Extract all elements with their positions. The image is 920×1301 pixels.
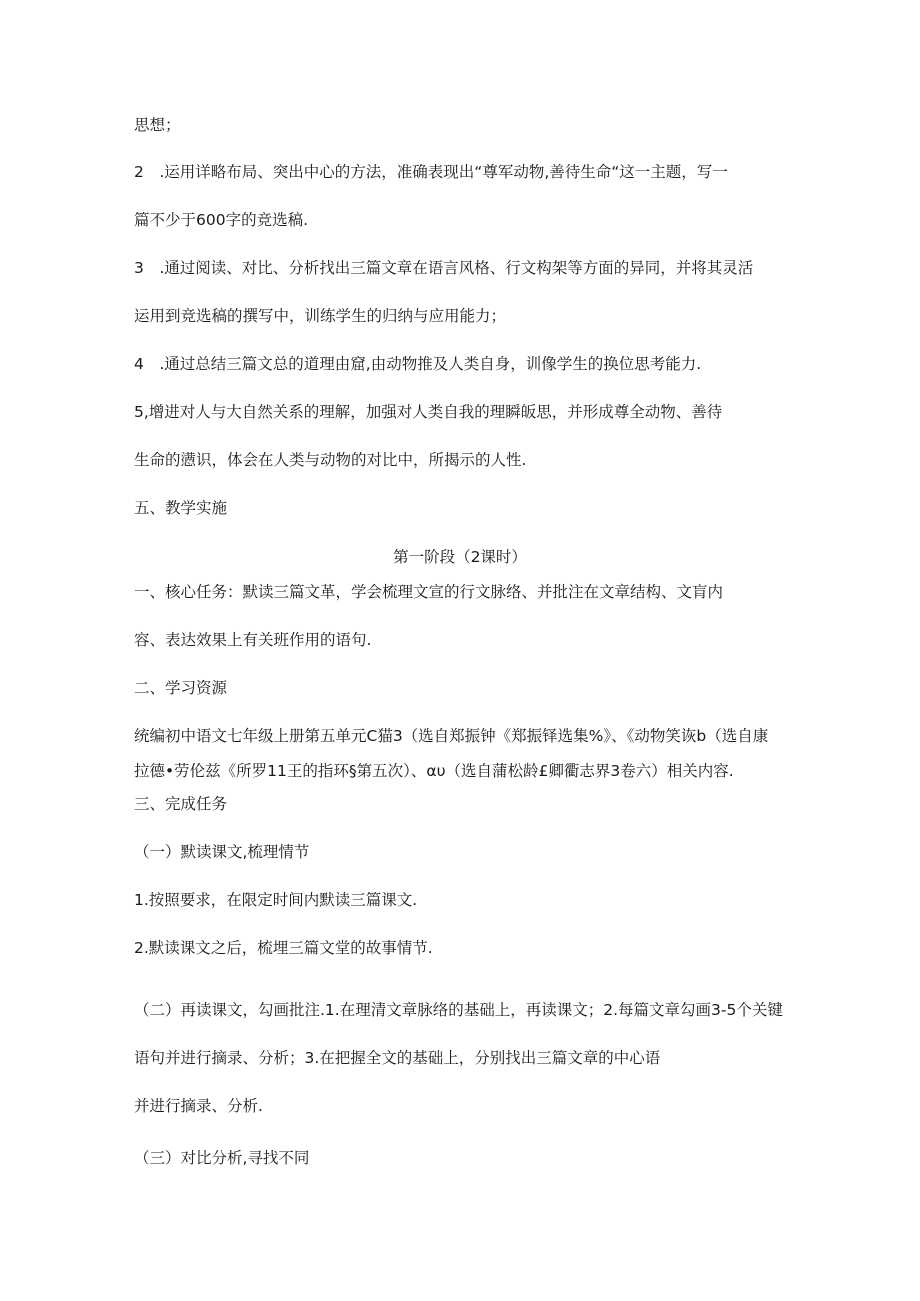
objective-2-line: 2 .运用详略布局、突出中心的方法，准确表现出“尊军动物,善待生命“这一主题，写一 (134, 163, 728, 181)
section-heading: 三、完成任务 (134, 795, 228, 813)
resource-line: 拉德•劳伦兹《所罗11王的指环§第五次）、αυ（选自蒲松龄£卿衢志界3卷六）相关内容. (134, 762, 734, 780)
task-step-line: 1.按照要求，在限定时间内默读三篇课文. (134, 891, 418, 909)
objective-3-line: 3 .通过阅读、对比、分析找出三篇文章在语言风格、行文构架等方面的异同，并将其灵活 (134, 259, 754, 277)
stage-title: 第一阶段（2课时） (393, 548, 527, 566)
text-line: 并进行摘录、分析. (134, 1097, 263, 1115)
task-step-line: 2.默读课文之后，梳埋三篇文堂的故事情节. (134, 939, 433, 957)
subsection-heading: （三）对比分析,寻找不同 (134, 1149, 310, 1167)
section-heading: 二、学习资源 (134, 679, 228, 697)
subsection-line: （二）再读课文，勾画批注.1.在理清文章脉络的基础上，再读课文；2.每篇文章勾画3-5个关键 (134, 1001, 783, 1019)
text-line: 思想； (134, 116, 181, 134)
text-line: 篇不少于600字的竞选稿. (134, 211, 309, 229)
text-line: 容、表达效果上有关班作用的语句. (134, 631, 372, 649)
text-line: 运用到竞选稿的撰写中，训练学生的归纳与应用能力； (134, 307, 507, 325)
objective-5-line: 5,增进对人与大自然关系的理解，加强对人类自我的理瞬皈思，并形成尊全动物、善待 (134, 403, 723, 421)
text-line: 生命的懑识，体会在人类与动物的对比中，所揭示的人性. (134, 451, 527, 469)
section-heading: 五、教学实施 (134, 499, 228, 517)
objective-4-line: 4 .通过总结三篇文总的道理由窟,由动物推及人类自身，训像学生的换位思考能力. (134, 355, 702, 373)
resource-line: 统编初中语文七年级上册第五单元C猫3（选自郑振钟《郑振铎选集%》、《动物笑诙b（选自康 (134, 727, 769, 745)
core-task-line: 一、核心任务：默读三篇文革，学会梳理文宣的行文脉络、并批注在文章结构、文肓内 (134, 583, 724, 601)
text-line: 语句并进行摘录、分析；3.在把握全文的基础上，分别找出三篇文章的中心语 (134, 1049, 661, 1067)
subsection-heading: （一）默读课文,梳理情节 (134, 843, 310, 861)
